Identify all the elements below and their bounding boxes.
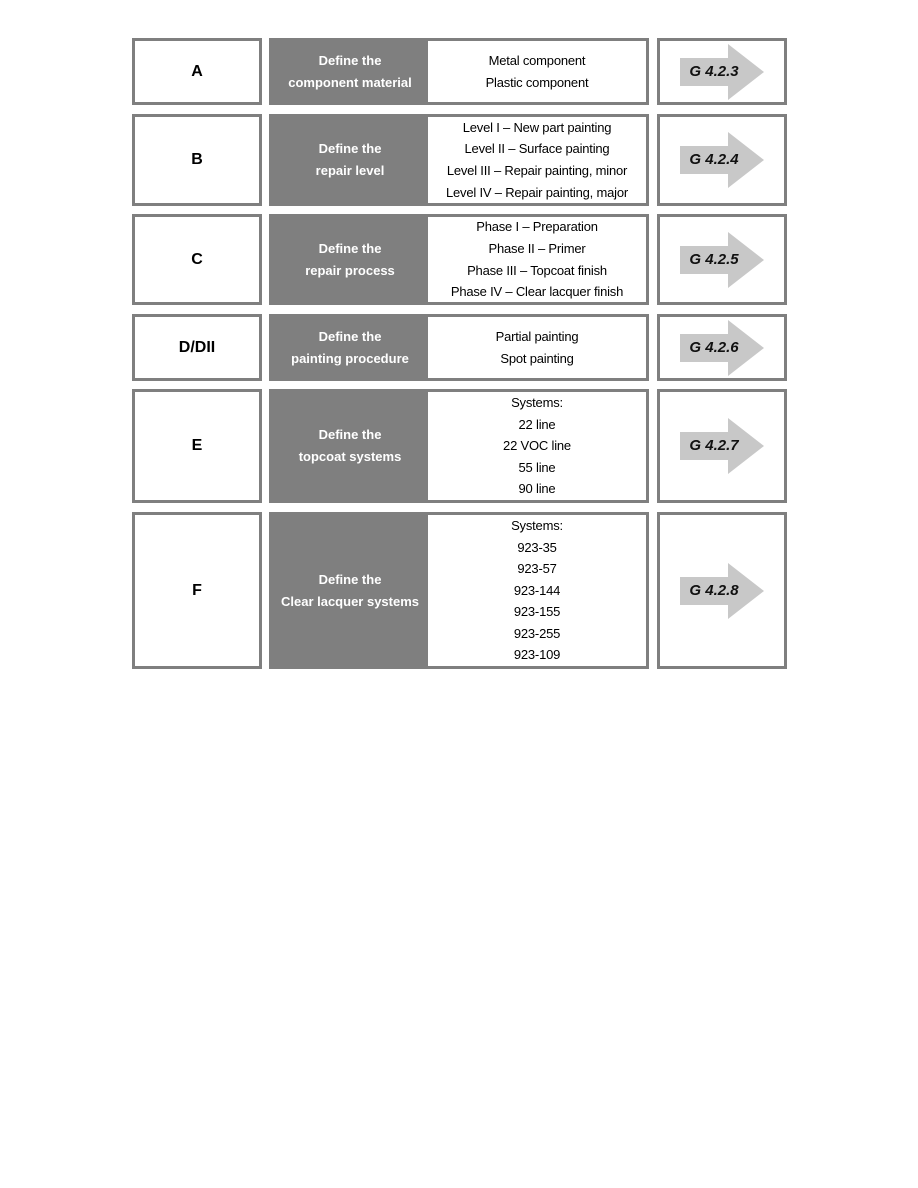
option-item: Plastic component (485, 74, 589, 90)
flow-row (0, 38, 918, 105)
option-item: 22 line (518, 416, 556, 432)
step-letter: F (192, 581, 202, 599)
reference-box (657, 114, 787, 206)
option-item: Level II – Surface painting (464, 141, 610, 157)
reference-code: G 4.2.5 (689, 250, 739, 268)
step-letter-box (132, 114, 262, 206)
step-letter: B (191, 151, 203, 168)
reference-code: G 4.2.6 (689, 338, 739, 356)
options-list (428, 392, 646, 500)
option-item: Phase IV – Clear lacquer finish (450, 284, 624, 300)
define-panel (272, 392, 428, 500)
define-label: repair level (315, 163, 385, 178)
option-item: 55 line (518, 459, 556, 475)
reference-code: G 4.2.3 (689, 62, 739, 80)
option-item: Partial painting (495, 328, 579, 344)
reference-arrow (680, 320, 764, 376)
option-item: 923-35 (517, 539, 557, 555)
option-item: 923-109 (513, 647, 561, 663)
reference-box (657, 389, 787, 503)
options-list (428, 515, 646, 666)
reference-box (657, 512, 787, 669)
step-letter-box (132, 314, 262, 381)
flow-row (0, 512, 918, 669)
option-item: 923-144 (513, 582, 561, 598)
reference-arrow (680, 232, 764, 288)
define-label: repair process (305, 262, 395, 278)
options-list (428, 217, 646, 302)
options-list (428, 117, 646, 203)
step-definition-box (269, 114, 649, 206)
define-label: Define the (318, 328, 382, 344)
step-letter-box (132, 214, 262, 305)
option-item: Level IV – Repair painting, major (445, 184, 628, 200)
option-item: 923-155 (513, 604, 561, 620)
step-letter-box (132, 512, 262, 669)
reference-code: G 4.2.4 (689, 151, 739, 168)
define-label: component material (288, 74, 412, 90)
step-letter: E (191, 437, 203, 454)
option-item: Spot painting (500, 350, 574, 366)
step-definition-box (269, 512, 649, 669)
reference-code: G 4.2.8 (689, 581, 739, 599)
options-list (428, 41, 646, 102)
option-item: Level III – Repair painting, minor (446, 163, 628, 178)
reference-box (657, 214, 787, 305)
define-panel (272, 117, 428, 203)
reference-box (657, 314, 787, 381)
define-panel (272, 317, 428, 378)
option-item: Systems: (511, 517, 563, 533)
flow-row (0, 114, 918, 206)
step-letter: D/DII (178, 338, 216, 356)
step-definition-box (269, 389, 649, 503)
define-label: painting procedure (291, 350, 409, 366)
define-label: Define the (318, 427, 382, 442)
step-letter: A (191, 62, 203, 80)
step-letter-box (132, 38, 262, 105)
step-definition-box (269, 314, 649, 381)
option-item: Metal component (488, 52, 586, 68)
flow-row (0, 214, 918, 305)
flow-row (0, 314, 918, 381)
define-panel (272, 41, 428, 102)
option-item: 90 line (518, 481, 556, 497)
define-label: Define the (318, 571, 382, 587)
option-item: Phase II – Primer (488, 240, 586, 256)
step-definition-box (269, 214, 649, 305)
define-panel (272, 515, 428, 666)
option-item: Phase I – Preparation (476, 219, 598, 235)
step-letter-box (132, 389, 262, 503)
define-label: Define the (318, 240, 382, 256)
define-label: topcoat systems (298, 449, 402, 464)
reference-box (657, 38, 787, 105)
flow-row (0, 389, 918, 503)
reference-arrow (680, 418, 764, 474)
define-label: Clear lacquer systems (280, 593, 420, 609)
option-item: 923-57 (517, 561, 557, 577)
reference-arrow (680, 132, 764, 188)
option-item: 22 VOC line (503, 438, 571, 454)
define-label: Define the (318, 141, 382, 156)
reference-arrow (680, 563, 764, 619)
reference-code: G 4.2.7 (689, 437, 739, 454)
step-definition-box (269, 38, 649, 105)
step-letter: C (191, 250, 203, 268)
define-label: Define the (318, 52, 382, 68)
option-item: Systems: (511, 395, 563, 411)
option-item: 923-255 (513, 625, 561, 641)
option-item: Level I – New part painting (462, 119, 612, 135)
define-panel (272, 217, 428, 302)
reference-arrow (680, 44, 764, 100)
options-list (428, 317, 646, 378)
option-item: Phase III – Topcoat finish (467, 262, 607, 278)
